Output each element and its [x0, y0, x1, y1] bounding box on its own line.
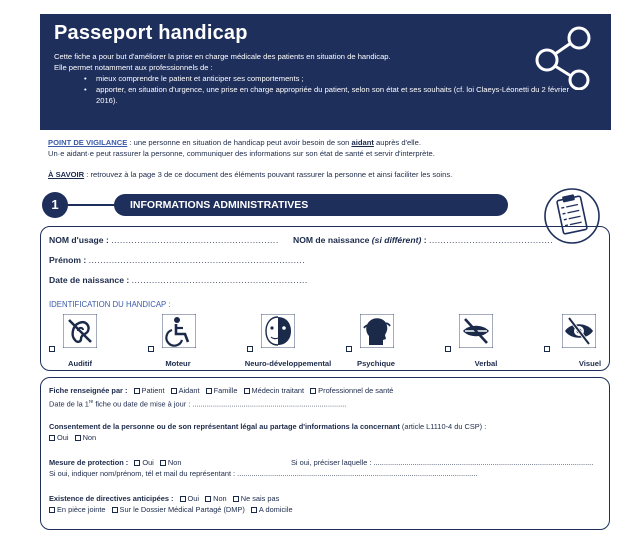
neuro-face-icon — [261, 314, 295, 348]
date-fiche-field[interactable]: Date de la 1re fiche ou date de mise à jour : ........................................................................... — [49, 399, 347, 409]
handicap-moteur[interactable] — [148, 312, 242, 368]
checkbox[interactable] — [445, 346, 451, 352]
wheelchair-icon — [162, 314, 196, 348]
handicap-label: Moteur — [165, 359, 191, 368]
checkbox[interactable] — [205, 496, 211, 502]
handicap-neuro[interactable] — [244, 312, 341, 368]
page-title: Passeport handicap — [54, 22, 248, 44]
vigilance-line-2: Un·e aidant·e peut rassurer la personne, communiquer des informations sur son état de santé et servir d'interprète. — [48, 149, 435, 158]
handicap-label: Psychique — [357, 359, 395, 368]
admin-info-box — [40, 226, 610, 371]
intro-line-1: Cette fiche a pour but d'améliorer la prise en charge médicale des patients en situation de handicap. — [54, 52, 391, 61]
intro-bullet: • mieux comprendre le patient et anticiper ses comportements ; — [84, 73, 584, 84]
checkbox[interactable] — [49, 346, 55, 352]
section-connector — [66, 204, 116, 206]
prenom-field[interactable]: Prénom : ........................................................................... — [49, 255, 306, 265]
mesure-preciser-field[interactable]: Si oui, préciser laquelle : ........................................................................................................... — [291, 458, 594, 467]
checkbox[interactable] — [233, 496, 239, 502]
nom-usage-field[interactable]: NOM d'usage : .......................................................... — [49, 235, 279, 245]
share-icon — [533, 26, 597, 90]
checkbox[interactable] — [134, 460, 140, 466]
vigilance-note: POINT DE VIGILANCE : une personne en situation de handicap peut avoir besoin de son aidant auprès d'elle. Un·e aidant·e peut rassurer la personne, communiquer des informations sur son état de santé et servir d'interprète. — [48, 137, 608, 159]
handicap-label: Auditif — [67, 359, 93, 368]
vigilance-link[interactable]: POINT DE VIGILANCE — [48, 138, 128, 147]
handicap-verbal[interactable] — [445, 312, 539, 368]
checkbox[interactable] — [160, 460, 166, 466]
section-number: 1 — [42, 192, 68, 218]
handicap-psychique[interactable] — [346, 312, 440, 368]
checkbox[interactable] — [206, 388, 212, 394]
checkbox[interactable] — [134, 388, 140, 394]
directives-row: Existence de directives anticipées : Oui Non Ne sais pas — [49, 494, 280, 503]
fiche-renseignee-row: Fiche renseignée par : Patient Aidant Famille Médecin traitant Professionnel de santé — [49, 386, 394, 395]
checkbox[interactable] — [75, 435, 81, 441]
checkbox[interactable] — [544, 346, 550, 352]
section-1-header — [42, 192, 512, 218]
savoir-label: À SAVOIR — [48, 170, 85, 179]
mute-mouth-icon — [459, 314, 493, 348]
checkbox[interactable] — [346, 346, 352, 352]
blind-eye-icon — [562, 314, 596, 348]
intro-bullets — [84, 73, 584, 106]
directives-location-row: En pièce jointe Sur le Dossier Médical Partagé (DMP) A domicile — [49, 505, 293, 515]
checkbox[interactable] — [148, 346, 154, 352]
section-title: INFORMATIONS ADMINISTRATIVES — [114, 194, 508, 216]
checkbox[interactable] — [247, 346, 253, 352]
representant-field[interactable]: Si oui, indiquer nom/prénom, tél et mail du représentant : ..................................................................................................................... — [49, 469, 478, 478]
consent-row: Consentement de la personne ou de son représentant légal au partage d'informations la concernant (article L1110-4 du CSP) : — [49, 422, 487, 431]
aidant-term: aidant — [351, 138, 374, 147]
handicap-visuel[interactable] — [544, 312, 638, 368]
checkbox[interactable] — [112, 507, 118, 513]
date-naissance-field[interactable]: Date de naissance : ............................................................. — [49, 275, 308, 285]
deaf-ear-icon — [63, 314, 97, 348]
intro-bullet: • apporter, en situation d'urgence, une prise en charge appropriée du patient, selon son état et ses souhaits (cf. loi Claeys-Léonetti du 2 février 2016). — [84, 84, 584, 106]
checkbox[interactable] — [310, 388, 316, 394]
header-banner — [40, 14, 611, 130]
checkbox[interactable] — [180, 496, 186, 502]
checkbox[interactable] — [49, 507, 55, 513]
psychic-head-icon — [360, 314, 394, 348]
checkbox[interactable] — [251, 507, 257, 513]
checkbox[interactable] — [171, 388, 177, 394]
handicap-auditif[interactable] — [49, 312, 143, 368]
checkbox[interactable] — [49, 435, 55, 441]
savoir-note: À SAVOIR : retrouvez à la page 3 de ce document des éléments pouvant rassurer la personne et ainsi faciliter les soins. — [48, 170, 453, 179]
checkbox[interactable] — [244, 388, 250, 394]
handicap-label: Neuro-développemental — [244, 359, 332, 368]
handicap-section-title: IDENTIFICATION DU HANDICAP : — [49, 300, 171, 309]
consent-options: Oui Non — [49, 433, 96, 443]
intro-line-2: Elle permet notamment aux professionnels de : — [54, 63, 213, 72]
consent-box — [40, 377, 610, 530]
nom-naissance-field[interactable]: NOM de naissance (si différent) : ........................................... — [293, 235, 554, 245]
mesure-row: Mesure de protection : Oui Non — [49, 458, 182, 467]
handicap-label: Visuel — [578, 359, 602, 368]
handicap-label: Verbal — [474, 359, 498, 368]
